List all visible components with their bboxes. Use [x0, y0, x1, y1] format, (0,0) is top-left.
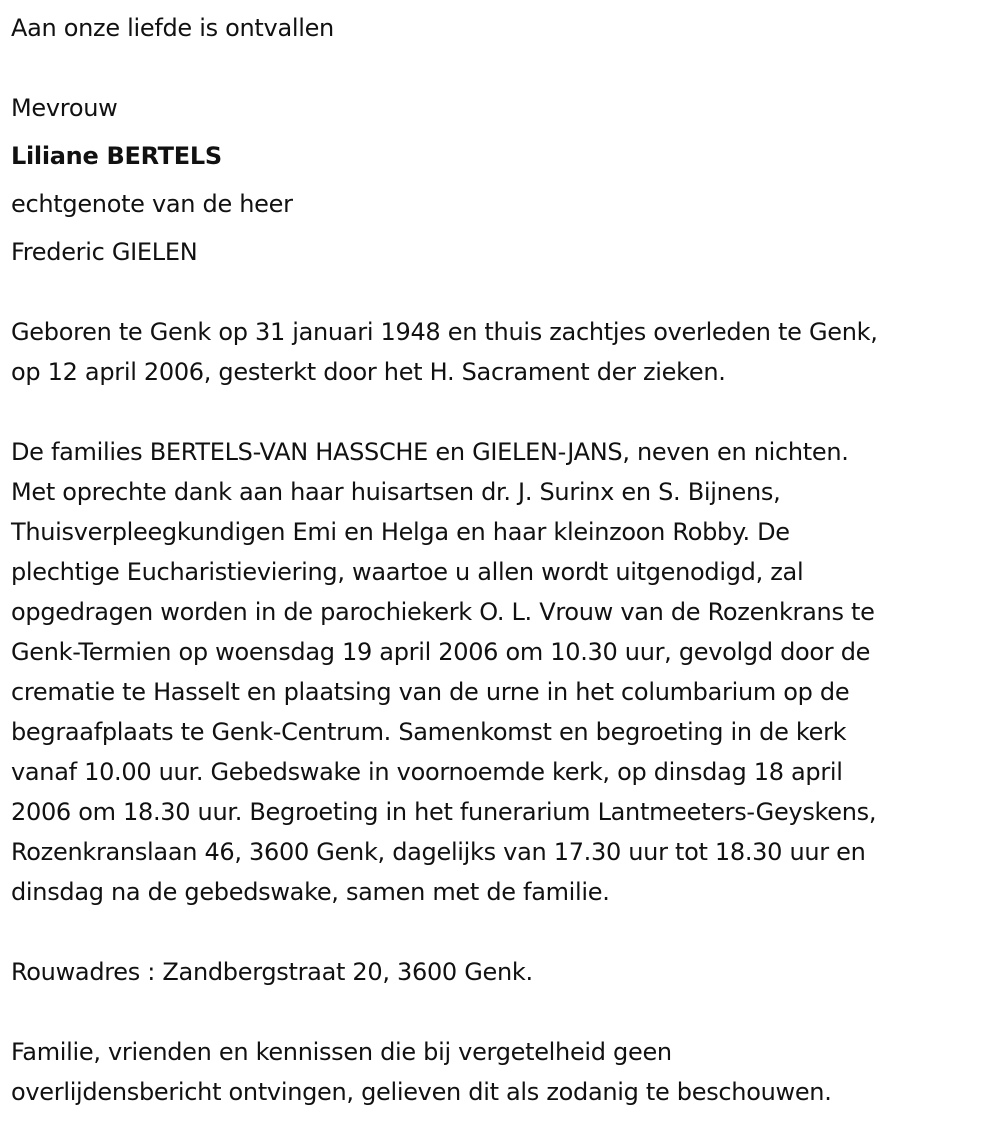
paragraph-line: Met oprechte dank aan haar huisartsen dr. J. Surinx en S. Bijnens, [11, 478, 781, 506]
details-paragraph [11, 432, 1000, 912]
mourning-address: Rouwadres : Zandbergstraat 20, 3600 Genk. [11, 958, 533, 986]
paragraph-line: dinsdag na de gebedswake, samen met de familie. [11, 878, 610, 906]
intro-line: Aan onze liefde is ontvallen [11, 14, 334, 42]
spacer [11, 128, 1000, 136]
deceased-name: Liliane BERTELS [11, 142, 222, 170]
spouse-name: Frederic GIELEN [11, 238, 198, 266]
salutation: Mevrouw [11, 94, 118, 122]
paragraph-line: Thuisverpleegkundigen Emi en Helga en haar kleinzoon Robby. De [11, 518, 790, 546]
spacer [11, 912, 1000, 952]
spacer [11, 176, 1000, 184]
paragraph-line: Familie, vrienden en kennissen die bij vergetelheid geen [11, 1038, 672, 1066]
paragraph-line: Rozenkranslaan 46, 3600 Genk, dagelijks van 17.30 uur tot 18.30 uur en [11, 838, 866, 866]
paragraph-line: op 12 april 2006, gesterkt door het H. Sacrament der zieken. [11, 358, 726, 386]
paragraph-line: Genk-Termien op woensdag 19 april 2006 om 10.30 uur, gevolgd door de [11, 638, 871, 666]
paragraph-line: De families BERTELS-VAN HASSCHE en GIELEN-JANS, neven en nichten. [11, 438, 849, 466]
spacer [11, 224, 1000, 232]
paragraph-line: opgedragen worden in de parochiekerk O. L. Vrouw van de Rozenkrans te [11, 598, 875, 626]
paragraph-line: vanaf 10.00 uur. Gebedswake in voornoemde kerk, op dinsdag 18 april [11, 758, 843, 786]
spacer [11, 992, 1000, 1032]
spacer [11, 392, 1000, 432]
spacer [11, 272, 1000, 312]
paragraph-line: 2006 om 18.30 uur. Begroeting in het funerarium Lantmeeters-Geyskens, [11, 798, 877, 826]
paragraph-line: crematie te Hasselt en plaatsing van de urne in het columbarium op de [11, 678, 850, 706]
birth-death-paragraph [11, 312, 1000, 392]
paragraph-line: plechtige Eucharistieviering, waartoe u allen wordt uitgenodigd, zal [11, 558, 804, 586]
relation-line: echtgenote van de heer [11, 190, 293, 218]
paragraph-line: Geboren te Genk op 31 januari 1948 en thuis zachtjes overleden te Genk, [11, 318, 878, 346]
paragraph-line: overlijdensbericht ontvingen, gelieven dit als zodanig te beschouwen. [11, 1078, 832, 1106]
paragraph-line: begraafplaats te Genk-Centrum. Samenkomst en begroeting in de kerk [11, 718, 847, 746]
closing-paragraph [11, 1032, 1000, 1112]
spacer [11, 48, 1000, 88]
